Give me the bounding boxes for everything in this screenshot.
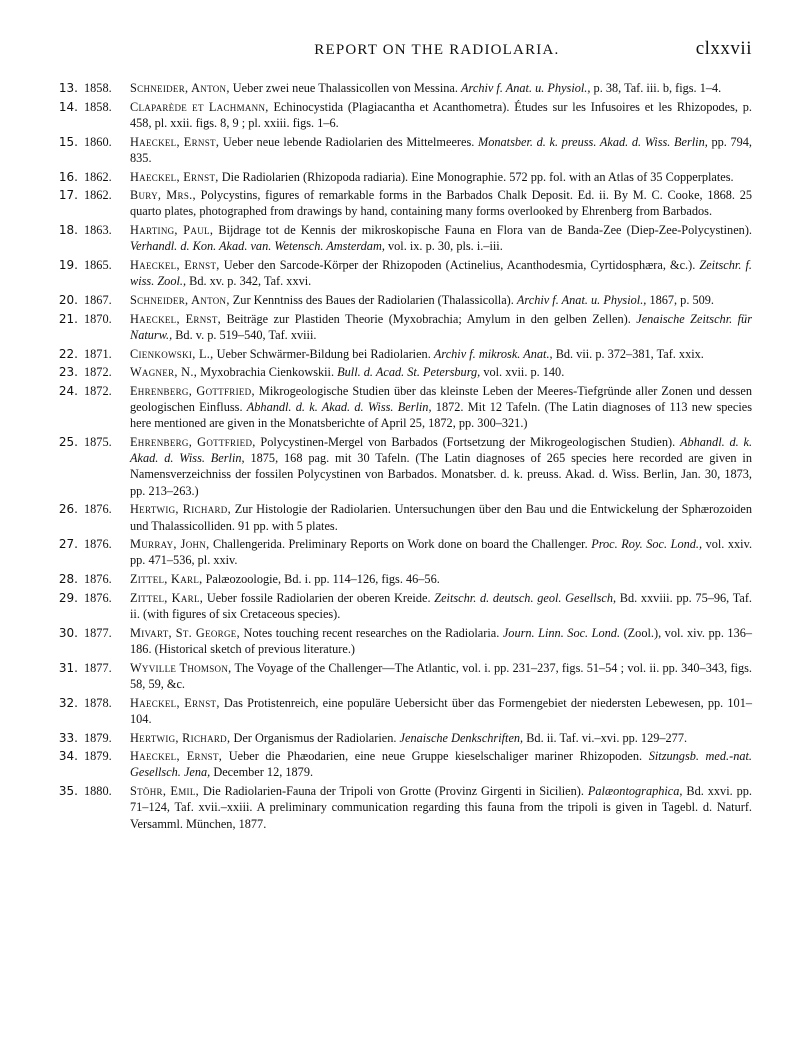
entry-number: 35. <box>58 784 78 799</box>
entry-year: 1872. <box>84 365 112 380</box>
bibliography-entry <box>58 383 752 432</box>
entry-number: 19. <box>58 258 78 273</box>
entry-author: Haeckel, Ernst, <box>130 169 219 184</box>
entry-author: Ehrenberg, Gottfried, <box>130 435 256 450</box>
entry-number: 33. <box>58 730 78 745</box>
entry-author: Haeckel, Ernst, <box>130 311 221 326</box>
entry-number: 18. <box>58 223 78 238</box>
entry-author: Haeckel, Ernst, <box>130 258 220 273</box>
entry-journal: Archiv f. Anat. u. Physiol., <box>516 292 647 307</box>
bibliography-entry <box>58 783 752 832</box>
bibliography-entry <box>58 99 752 131</box>
page-header <box>58 38 752 68</box>
bibliography-entry <box>58 434 752 499</box>
entry-author: Bury, Mrs., <box>130 188 196 203</box>
entry-details: 1872. Mit 12 Tafeln. (The Latin diagnoses of 113 new species here mentioned are given in the Monatsberichte of April 25, 1872, pp. 300–321.) <box>130 400 752 431</box>
entry-year: 1860. <box>84 134 112 149</box>
entry-journal: Palæontographica, <box>587 784 683 799</box>
entry-number: 25. <box>58 435 78 450</box>
entry-number: 23. <box>58 365 78 380</box>
bibliography-entry <box>58 222 752 254</box>
entry-journal: Archiv f. mikrosk. Anat., <box>433 346 553 361</box>
entry-year: 1876. <box>84 590 112 605</box>
bibliography-entry <box>58 364 752 380</box>
entry-number: 17. <box>58 188 78 203</box>
entry-author: Hertwig, Richard, <box>130 730 231 745</box>
entry-year: 1877. <box>84 660 112 675</box>
entry-journal: Zeitschr. d. deutsch. geol. Gesellsch, <box>434 590 617 605</box>
entry-details: Bd. xxvi. pp. 71–124, Taf. xvii.–xxiii. A preliminary communication regarding this fauna from the tripoli is given in Tagebl. d. Naturf. Versamml. München, 1877. <box>130 784 752 831</box>
entry-year: 1876. <box>84 572 112 587</box>
bibliography-entry <box>58 187 752 219</box>
entry-number: 14. <box>58 99 78 114</box>
entry-author: Haeckel, Ernst, <box>130 134 220 149</box>
entry-journal: Verhandl. d. Kon. Akad. van. Wetensch. Amsterdam, <box>130 239 385 254</box>
entry-details: pp. 794, 835. <box>130 134 753 165</box>
entry-author: Haeckel, Ernst, <box>130 749 223 764</box>
entry-details: vol. ix. p. 30, pls. i.–iii. <box>388 239 503 254</box>
bibliography-entry <box>58 730 752 746</box>
entry-author: Zittel, Karl, <box>130 572 203 587</box>
entry-journal: Abhandl. d. k. Akad. d. Wiss. Berlin, <box>130 435 753 466</box>
entry-year: 1872. <box>84 383 112 398</box>
entry-details: Bd. ii. Taf. vi.–xvi. pp. 129–277. <box>526 730 688 745</box>
entry-details: Bd. vii. p. 372–381, Taf. xxix. <box>555 346 704 361</box>
entry-title: Zur Kenntniss des Baues der Radiolarien (Thalassicolla). <box>232 292 514 307</box>
entry-title: Zur Histologie der Radiolarien. Untersuchungen über den Bau und die Entwickelung der Sphærozoiden und Thalassicolliden. 91 pp. with 5 plates. <box>130 502 752 533</box>
entry-journal: Bull. d. Acad. St. Petersburg, <box>337 365 481 380</box>
entry-author: Cienkowski, L., <box>130 346 214 361</box>
bibliography-entry <box>58 257 752 289</box>
entry-number: 32. <box>58 695 78 710</box>
entry-journal: Journ. Linn. Soc. Lond. <box>502 625 621 640</box>
entry-title: Der Organismus der Radiolarien. <box>233 730 397 745</box>
entry-author: Stöhr, Emil, <box>130 784 200 799</box>
bibliography-entry <box>58 695 752 727</box>
entry-journal: Zeitschr. f. wiss. Zool., <box>130 258 752 289</box>
entry-title: Beiträge zur Plastiden Theorie (Myxobrachia; Amylum in den gelben Zellen). <box>226 311 631 326</box>
entry-year: 1880. <box>84 784 112 799</box>
entry-journal: Jenaische Denkschriften, <box>399 730 524 745</box>
entry-year: 1875. <box>84 435 112 450</box>
entry-author: Haeckel, Ernst, <box>130 695 220 710</box>
entry-title: Ueber den Sarcode-Körper der Rhizopoden (Actinelius, Acanthodesmia, Cyrtidosphæra, &c.). <box>223 258 696 273</box>
entry-details: vol. xxiv. pp. 471–536, pl. xxiv. <box>130 537 753 568</box>
entry-journal: Proc. Roy. Soc. Lond., <box>591 537 703 552</box>
entry-number: 26. <box>58 502 78 517</box>
entry-author: Harting, Paul, <box>130 223 214 238</box>
entry-title: Mikrogeologische Studien über das kleinste Leben der Meeres-Tiefgründe aller Zonen und dessen geologischen Einfluss. <box>130 383 753 415</box>
entry-details: Bd. xxviii. pp. 75–96, Taf. ii. (with figures of six Cretaceous species). <box>130 590 752 622</box>
entry-author: Zittel, Karl, <box>130 590 204 605</box>
entry-journal: Abhandl. d. k. Akad. d. Wiss. Berlin, <box>246 400 432 415</box>
page-number: clxxvii <box>695 38 752 59</box>
entry-title: Echinocystida (Plagiacantha et Acanthometra). Études sur les Infusoires et les Rhizopodes, p. 458, pl. xxii. figs. 8, 9 ; pl. xxiii. figs. 1–6. <box>130 99 752 130</box>
entry-year: 1879. <box>84 730 112 745</box>
entry-number: 30. <box>58 625 78 640</box>
entry-number: 31. <box>58 660 78 675</box>
bibliography-entry <box>58 169 752 185</box>
entry-year: 1867. <box>84 292 112 307</box>
entry-year: 1876. <box>84 537 112 552</box>
entry-author: Wagner, N., <box>130 365 198 380</box>
bibliography-entry <box>58 571 752 587</box>
entry-author: Hertwig, Richard, <box>130 502 231 517</box>
entry-year: 1863. <box>84 223 112 238</box>
entry-number: 34. <box>58 749 78 764</box>
entry-title: Ueber zwei neue Thalassicollen von Messina. <box>232 81 458 95</box>
entry-title: Polycystins, figures of remarkable forms in the Barbados Chalk Deposit. Ed. ii. By M. C. Cooke, 1868. 25 quarto plates, photographed from drawings by hand, containing many forms overlooked by Ehrenberg from Barbados. <box>130 188 753 219</box>
entry-number: 28. <box>58 572 78 587</box>
entry-number: 15. <box>58 134 78 149</box>
entry-details: vol. xvii. p. 140. <box>483 365 565 380</box>
entry-title: Palæozoologie, Bd. i. pp. 114–126, figs. 46–56. <box>205 572 440 587</box>
entry-details: December 12, 1879. <box>213 765 314 780</box>
entry-title: Ueber Schwärmer-Bildung bei Radiolarien. <box>216 346 431 361</box>
entry-year: 1878. <box>84 695 112 710</box>
entry-year: 1876. <box>84 502 112 517</box>
entry-details: (Zool.), vol. xiv. pp. 136–186. (Historical sketch of previous literature.) <box>130 625 753 656</box>
entry-year: 1858. <box>84 99 112 114</box>
entry-year: 1862. <box>84 188 112 203</box>
entry-year: 1862. <box>84 169 112 184</box>
entry-number: 13. <box>58 81 78 95</box>
entry-year: 1871. <box>84 346 112 361</box>
entry-title: Bijdrage tot de Kennis der mikroskopische Fauna en Flora van de Banda-Zee (Diep-Zee-Polycystinen). <box>218 223 752 238</box>
entry-title: Polycystinen-Mergel von Barbados (Fortsetzung der Mikrogeologischen Studien). <box>260 435 676 450</box>
entry-details: Bd. xv. p. 342, Taf. xxvi. <box>189 274 312 289</box>
bibliography-entry <box>58 660 752 692</box>
entry-title: The Voyage of the Challenger—The Atlantic, vol. i. pp. 231–237, figs. 51–54 ; vol. ii. pp. 340–343, figs. 58, 59, &c. <box>130 660 753 691</box>
entry-journal: Jenaische Zeitschr. für Naturw., <box>130 311 752 342</box>
bibliography-entry <box>58 748 752 780</box>
entry-title: Ueber fossile Radiolarien der oberen Kreide. <box>206 590 431 605</box>
entry-journal: Sitzungsb. med.-nat. Gesellsch. Jena, <box>130 749 752 780</box>
entry-details: 1867, p. 509. <box>649 292 714 307</box>
entry-number: 27. <box>58 537 78 552</box>
entry-author: Mivart, St. George, <box>130 625 240 640</box>
entry-number: 22. <box>58 346 78 361</box>
bibliography-entry <box>58 501 752 533</box>
entry-title: Die Radiolarien-Fauna der Tripoli von Grotte (Provinz Girgenti in Sicilien). <box>202 784 584 799</box>
bibliography-entry <box>58 346 752 362</box>
bibliography-entry <box>58 536 752 568</box>
entry-details: p. 38, Taf. iii. b, figs. 1–4. <box>593 81 722 95</box>
bibliography-entry <box>58 590 752 622</box>
entry-title: Myxobrachia Cienkowskii. <box>200 365 335 380</box>
entry-author: Wyville Thomson, <box>130 660 232 675</box>
entry-details: Bd. v. p. 519–540, Taf. xviii. <box>175 327 317 342</box>
entry-year: 1865. <box>84 258 112 273</box>
bibliography-entry <box>58 292 752 308</box>
bibliography-entry <box>58 311 752 343</box>
entry-number: 20. <box>58 292 78 307</box>
bibliography-list <box>58 80 752 832</box>
entry-title: Notes touching recent researches on the Radiolaria. <box>243 625 500 640</box>
entry-number: 24. <box>58 383 78 398</box>
entry-title: Die Radiolarien (Rhizopoda radiaria). Eine Monographie. 572 pp. fol. with an Atlas of 35 Copperplates. <box>221 169 734 184</box>
entry-year: 1877. <box>84 625 112 640</box>
entry-title: Das Protistenreich, eine populäre Uebersicht über das Formengebiet der niedersten Lebewesen, pp. 101–104. <box>130 695 752 726</box>
entry-year: 1858. <box>84 81 112 95</box>
entry-title: Challengerida. Preliminary Reports on Work done on board the Challenger. <box>213 537 588 552</box>
entry-year: 1879. <box>84 749 112 764</box>
bibliography-entry <box>58 625 752 657</box>
entry-details: 1875, 168 pag. mit 30 Tafeln. (The Latin diagnoses of 265 species here recorded are given in Namensverzeichniss der fossilen Polycystinen von Barbados. Monatsber. d. k. preuss. Akad. d. Wiss. Berlin, Jan. 30, 1873, pp. 213–263.) <box>130 451 752 498</box>
entry-year: 1870. <box>84 311 112 326</box>
entry-number: 29. <box>58 590 78 605</box>
bibliography-entry <box>58 80 752 96</box>
entry-number: 16. <box>58 169 78 184</box>
entry-author: Murray, John, <box>130 537 210 552</box>
entry-number: 21. <box>58 311 78 326</box>
entry-author: Claparède et Lachmann, <box>130 99 269 114</box>
entry-author: Ehrenberg, Gottfried, <box>130 383 255 398</box>
running-title: REPORT ON THE RADIOLARIA. <box>314 42 560 58</box>
bibliography-entry <box>58 134 752 166</box>
entry-journal: Monatsber. d. k. preuss. Akad. d. Wiss. Berlin, <box>477 134 708 149</box>
entry-author: Schneider, Anton, <box>130 292 230 307</box>
entry-author: Schneider, Anton, <box>130 81 230 95</box>
entry-journal: Archiv f. Anat. u. Physiol., <box>461 81 591 95</box>
entry-title: Ueber neue lebende Radiolarien des Mittelmeeres. <box>222 134 475 149</box>
entry-title: Ueber die Phæodarien, eine neue Gruppe kieselschaliger mariner Rhizopoden. <box>228 749 643 764</box>
